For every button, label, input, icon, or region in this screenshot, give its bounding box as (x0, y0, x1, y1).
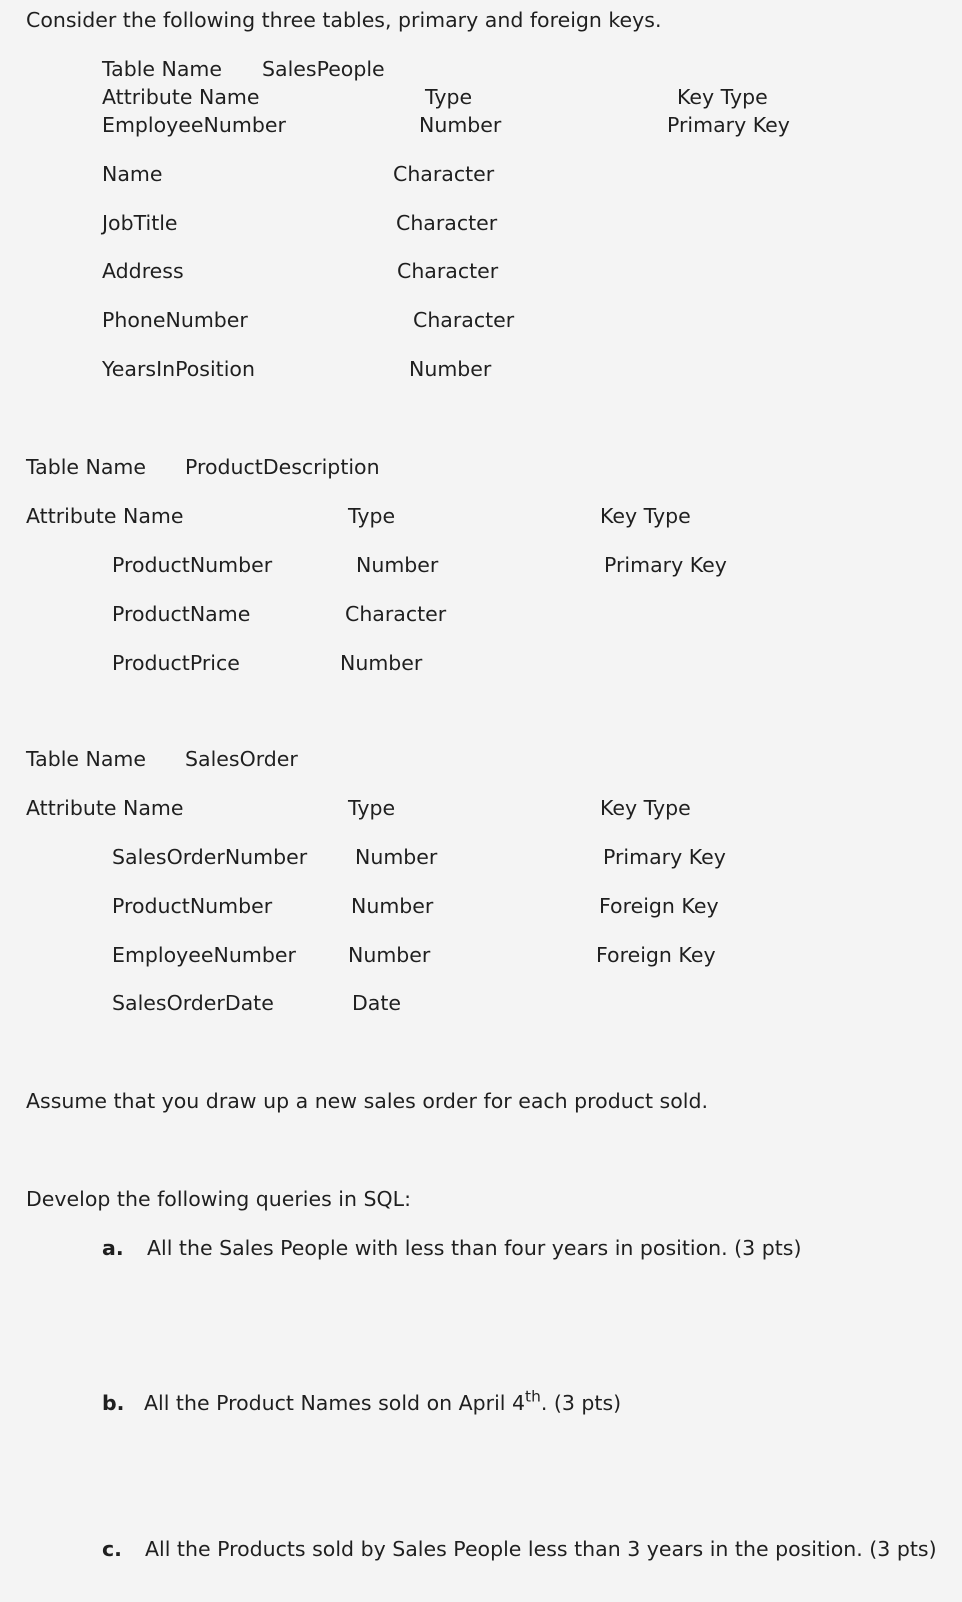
key-cell: Primary Key (604, 553, 727, 577)
question-text: All the Products sold by Sales People less than 3 years in the position. (3 pts) (145, 1537, 937, 1561)
attribute-cell: ProductNumber (112, 553, 273, 577)
type-cell: Number (409, 357, 492, 381)
type-cell: Number (351, 894, 434, 918)
attribute-cell: YearsInPosition (102, 357, 255, 381)
attribute-cell: SalesOrderNumber (112, 845, 308, 869)
attribute-header: Attribute Name (26, 796, 184, 820)
intro-text: Consider the following three tables, primary and foreign keys. (26, 8, 662, 32)
table-name-label: Table Name (26, 747, 147, 771)
type-cell: Number (348, 943, 431, 967)
type-header: Type (425, 85, 473, 109)
question-text: All the Sales People with less than four years in position. (3 pts) (147, 1236, 802, 1260)
key-cell: Foreign Key (596, 943, 716, 967)
attribute-header: Attribute Name (26, 504, 184, 528)
attribute-header: Attribute Name (102, 85, 260, 109)
attribute-cell: ProductNumber (112, 894, 273, 918)
table-name-label: Table Name (26, 455, 147, 479)
ordinal-superscript: th (525, 1387, 541, 1406)
type-header: Type (348, 504, 396, 528)
table-name-value: SalesOrder (185, 747, 298, 771)
type-cell: Character (413, 308, 515, 332)
key-cell: Primary Key (603, 845, 726, 869)
type-cell: Character (396, 211, 498, 235)
key-type-header: Key Type (600, 504, 691, 528)
type-cell: Number (356, 553, 439, 577)
question-text-tail: . (3 pts) (540, 1391, 622, 1415)
key-type-header: Key Type (600, 796, 691, 820)
question-text-main: All the Product Names sold on April 4 (144, 1391, 526, 1415)
attribute-cell: PhoneNumber (102, 308, 248, 332)
attribute-cell: EmployeeNumber (102, 113, 286, 137)
key-type-header: Key Type (677, 85, 768, 109)
key-cell: Foreign Key (599, 894, 719, 918)
type-cell: Number (340, 651, 423, 675)
attribute-cell: ProductPrice (112, 651, 240, 675)
type-cell: Number (355, 845, 438, 869)
type-cell: Character (345, 602, 447, 626)
question-letter: b. (102, 1391, 125, 1415)
table-name-label: Table Name (102, 57, 223, 81)
attribute-cell: Address (102, 259, 184, 283)
question-letter: c. (102, 1537, 122, 1561)
attribute-cell: ProductName (112, 602, 251, 626)
question-text (144, 1387, 622, 1416)
attribute-cell: Name (102, 162, 163, 186)
attribute-cell: SalesOrderDate (112, 991, 274, 1015)
type-header: Type (348, 796, 396, 820)
assumption-text: Assume that you draw up a new sales order for each product sold. (26, 1089, 708, 1113)
table-name-value: SalesPeople (262, 57, 385, 81)
key-cell: Primary Key (667, 113, 790, 137)
question-letter: a. (102, 1236, 124, 1260)
type-cell: Character (397, 259, 499, 283)
attribute-cell: EmployeeNumber (112, 943, 296, 967)
attribute-cell: JobTitle (102, 211, 178, 235)
queries-intro: Develop the following queries in SQL: (26, 1187, 411, 1211)
type-cell: Date (352, 991, 401, 1015)
type-cell: Character (393, 162, 495, 186)
table-name-value: ProductDescription (185, 455, 380, 479)
type-cell: Number (419, 113, 502, 137)
